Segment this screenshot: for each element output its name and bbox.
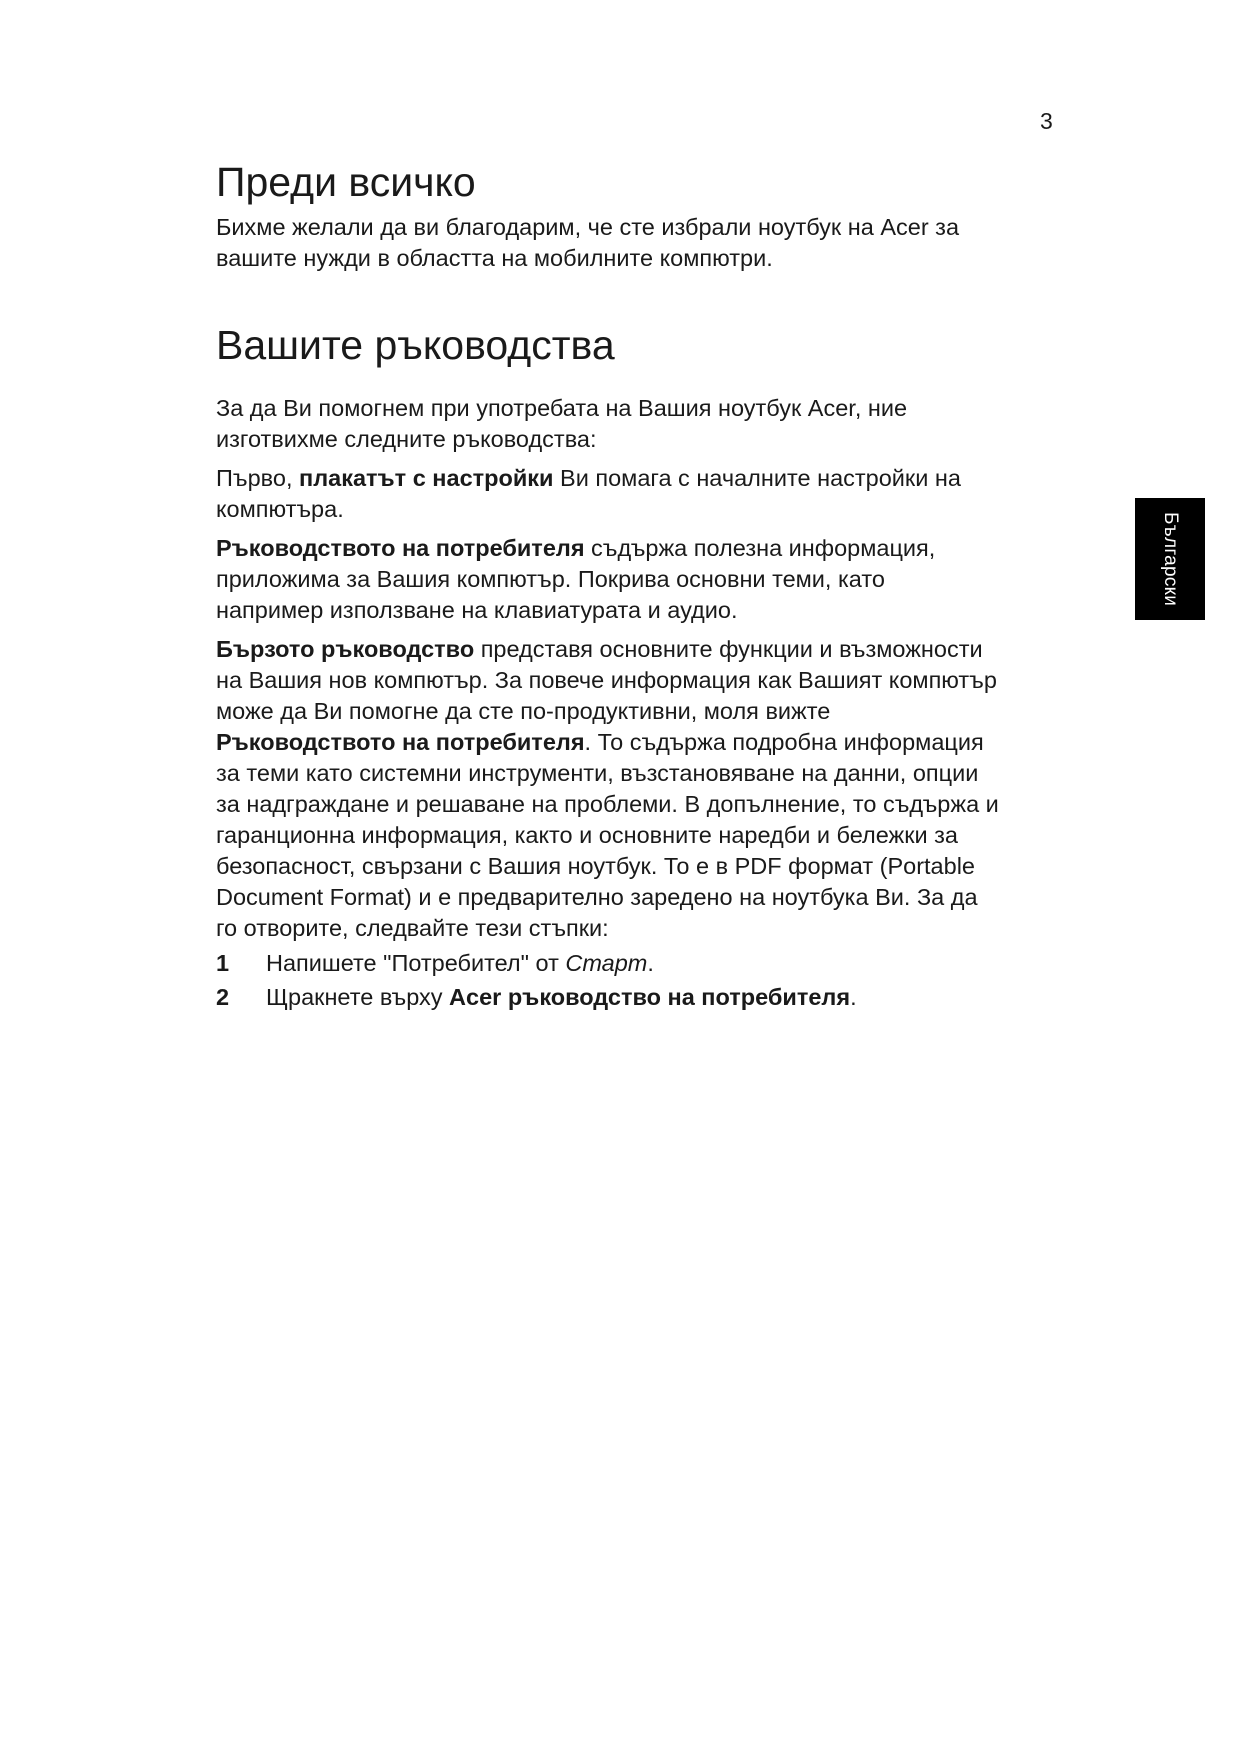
text-line [216, 463, 1066, 494]
step-text [266, 980, 857, 1014]
text-line: например използване на клавиатурата и аудио. [216, 597, 738, 623]
bold-term-setup-poster: плакатът с настройки [299, 465, 554, 491]
user-guide-paragraph [216, 533, 1066, 626]
text-line [216, 727, 1066, 758]
steps-list [216, 946, 1066, 1014]
text-run: . [850, 984, 857, 1010]
bold-term-user-guide-ref: Ръководството на потребителя [216, 729, 585, 755]
text-line: безопасност, свързани с Вашия ноутбук. То е в PDF формат (Portable [216, 853, 975, 879]
text-run: Първо, [216, 465, 299, 491]
guides-intro-paragraph [216, 393, 1066, 455]
text-line: приложима за Вашия компютър. Покрива основни теми, като [216, 566, 885, 592]
language-tab-label: Български [1160, 511, 1181, 607]
bold-term-acer-user-guide: Acer ръководство на потребителя [449, 984, 851, 1010]
bold-term-quick-guide: Бързото ръководство [216, 636, 475, 662]
step-number: 2 [216, 984, 230, 1010]
text-line: изготвихме следните ръководства: [216, 426, 597, 452]
text-run: съдържа полезна информация, [584, 535, 936, 561]
language-tab [1135, 498, 1205, 620]
text-line: за надграждане и решаване на проблеми. В допълнение, то съдържа и [216, 791, 999, 817]
step-item-1 [216, 946, 1066, 980]
setup-poster-paragraph [216, 463, 1066, 525]
page-content [216, 158, 1066, 1014]
text-run: Напишете "Потребител" от [266, 950, 566, 976]
text-line: вашите нужди в областта на мобилните компютри. [216, 245, 773, 271]
text-run: Ви помага с началните настройки на [553, 465, 961, 491]
text-line: за теми като системни инструменти, възстановяване на данни, опции [216, 760, 979, 786]
step-text [266, 946, 654, 980]
text-line [216, 634, 1066, 665]
quick-guide-paragraph [216, 634, 1066, 944]
text-run: Щракнете върху [266, 984, 450, 1010]
intro-paragraph [216, 212, 1066, 274]
bold-term-user-guide: Ръководството на потребителя [216, 535, 585, 561]
italic-term-start: Старт [565, 950, 648, 976]
text-line: Document Format) и е предварително заредено на ноутбука Ви. За да [216, 884, 978, 910]
text-line: Бихме желали да ви благодарим, че сте избрали ноутбук на Acer за [216, 214, 960, 240]
text-run: . [647, 950, 654, 976]
text-line: на Вашия нов компютър. За повече информация как Вашият компютър [216, 667, 997, 693]
text-line: гаранционна информация, както и основните наредби и бележки за [216, 822, 959, 848]
section-title-intro: Преди всичко [216, 159, 476, 205]
section-title-guides: Вашите ръководства [216, 322, 615, 368]
step-item-2 [216, 980, 1066, 1014]
text-line: може да Ви помогне да сте по-продуктивни, моля вижте [216, 698, 831, 724]
text-run: . То съдържа подробна информация [584, 729, 984, 755]
page-number: 3 [1040, 108, 1053, 134]
text-line: За да Ви помогнем при употребата на Вашия ноутбук Acer, ние [216, 395, 908, 421]
text-run: представя основните функции и възможности [474, 636, 983, 662]
step-number: 1 [216, 950, 230, 976]
text-line: компютъра. [216, 496, 344, 522]
text-line: го отворите, следвайте тези стъпки: [216, 915, 609, 941]
text-line [216, 533, 1066, 564]
